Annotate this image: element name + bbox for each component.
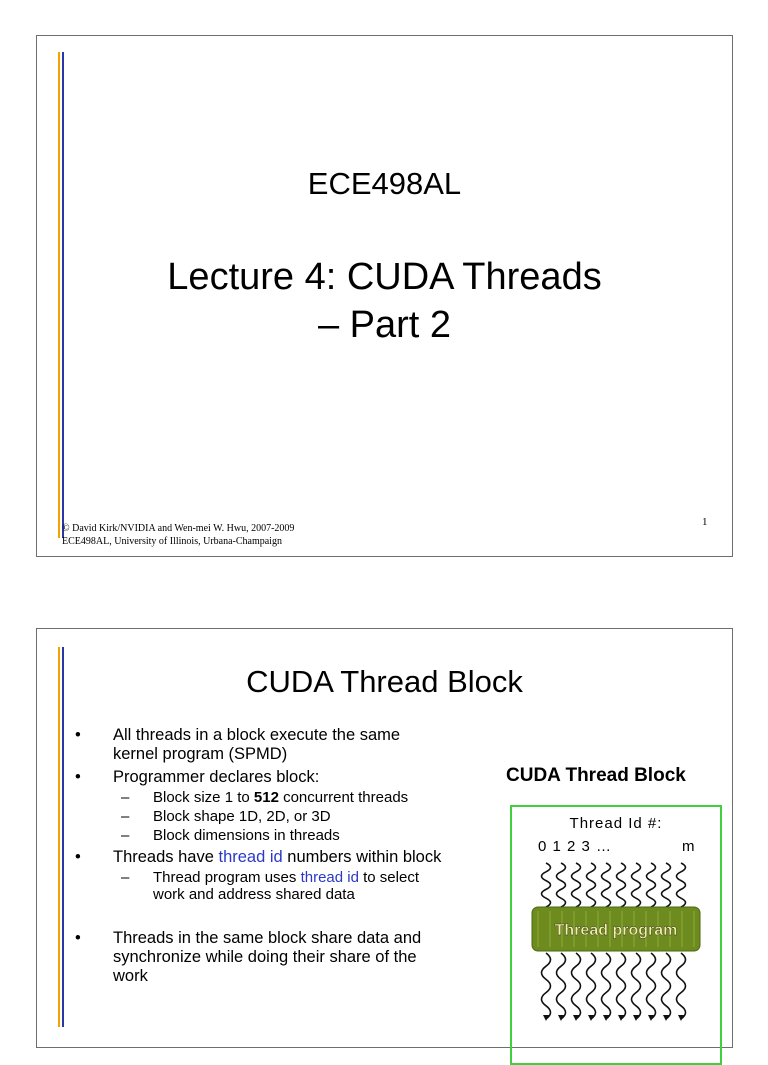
dash-marker: – bbox=[121, 789, 130, 806]
thread-wave-line bbox=[587, 953, 596, 1019]
thread-wave-line bbox=[617, 863, 626, 907]
dash-marker: – bbox=[121, 827, 130, 844]
thread-wave-line bbox=[662, 863, 671, 907]
bullet-text: Threads in the same block share data and bbox=[113, 929, 422, 947]
sub-bullet-item bbox=[113, 827, 503, 844]
thread-wave-line bbox=[542, 863, 551, 907]
thread-wave-line bbox=[632, 953, 641, 1019]
sub-bullet-text: Thread program uses bbox=[153, 869, 301, 886]
sub-bullet-item bbox=[113, 869, 503, 903]
dash-marker: – bbox=[121, 869, 130, 886]
dash-marker: – bbox=[121, 808, 130, 825]
accent-bar-orange bbox=[58, 647, 60, 1027]
content-slide bbox=[36, 628, 733, 1048]
thread-wave-line bbox=[572, 953, 581, 1019]
thread-program-label: Thread program bbox=[554, 922, 678, 939]
copyright-line: © David Kirk/NVIDIA and Wen-mei W. Hwu, 2007-2009 bbox=[62, 523, 295, 534]
sub-bullet-item bbox=[113, 789, 503, 806]
slide-title: CUDA Thread Block bbox=[246, 664, 523, 699]
bullet-text: Programmer declares block: bbox=[113, 768, 320, 786]
thread-wave-line bbox=[617, 953, 626, 1019]
bullet-text: Threads have bbox=[113, 848, 219, 866]
thread-waves-bottom bbox=[542, 953, 686, 1021]
thread-block-diagram bbox=[510, 805, 722, 1065]
bullet-marker: • bbox=[75, 848, 81, 866]
thread-id-numbers: 0 1 2 3 … bbox=[538, 838, 613, 855]
bullet-item bbox=[73, 768, 503, 844]
lecture-title-line1: Lecture 4: CUDA Threads bbox=[167, 256, 602, 298]
thread-wave-line bbox=[662, 953, 671, 1019]
bullet-marker: • bbox=[75, 768, 81, 786]
thread-wave-line bbox=[542, 953, 551, 1019]
bullet-text: work bbox=[113, 967, 148, 985]
accent-bar-blue bbox=[62, 647, 64, 1027]
title-slide bbox=[36, 35, 733, 557]
sub-bullet-text: to select bbox=[358, 869, 419, 886]
bullet-marker: • bbox=[75, 726, 81, 744]
bullet-item bbox=[73, 848, 503, 903]
highlighted-term: thread id bbox=[300, 869, 359, 886]
sub-bullet-text: work and address shared data bbox=[153, 886, 355, 903]
sub-bullet-text: Block size 1 to bbox=[153, 789, 254, 806]
thread-id-label: Thread Id #: bbox=[569, 815, 663, 832]
thread-wave-line bbox=[647, 863, 656, 907]
bullet-marker: • bbox=[75, 929, 81, 947]
lecture-title bbox=[37, 253, 732, 349]
sub-bullet-list bbox=[113, 869, 503, 903]
institution-line: ECE498AL, University of Illinois, Urbana-Champaign bbox=[62, 536, 282, 547]
bullet-text: numbers within block bbox=[282, 848, 442, 866]
lecture-title-line2: – Part 2 bbox=[317, 304, 452, 346]
thread-wave-line bbox=[572, 863, 581, 907]
sub-bullet-list bbox=[113, 789, 503, 844]
thread-id-last: m bbox=[682, 838, 695, 855]
thread-wave-line bbox=[602, 953, 611, 1019]
thread-wave-line bbox=[677, 863, 686, 907]
bold-value: 512 bbox=[253, 789, 279, 806]
thread-wave-line bbox=[677, 953, 686, 1019]
thread-wave-line bbox=[557, 953, 566, 1019]
bullet-item bbox=[73, 726, 503, 764]
highlighted-term: thread id bbox=[218, 848, 283, 866]
sub-bullet-text: concurrent threads bbox=[278, 789, 409, 806]
page-number: 1 bbox=[702, 516, 708, 528]
sub-bullet-text: Block shape 1D, 2D, or 3D bbox=[153, 808, 331, 825]
thread-wave-line bbox=[647, 953, 656, 1019]
bullet-item bbox=[73, 929, 503, 986]
sub-bullet-item bbox=[113, 808, 503, 825]
thread-wave-line bbox=[632, 863, 641, 907]
bullet-text: synchronize while doing their share of the bbox=[113, 948, 417, 966]
thread-waves-top bbox=[542, 863, 686, 907]
bullet-text: kernel program (SPMD) bbox=[113, 745, 288, 763]
thread-wave-line bbox=[557, 863, 566, 907]
bullet-text: All threads in a block execute the same bbox=[113, 726, 401, 744]
bullet-list bbox=[73, 726, 503, 990]
thread-wave-graphic bbox=[512, 807, 720, 1063]
diagram-title: CUDA Thread Block bbox=[506, 765, 686, 786]
spacer bbox=[73, 907, 503, 929]
course-code: ECE498AL bbox=[307, 166, 462, 201]
thread-wave-line bbox=[602, 863, 611, 907]
thread-wave-line bbox=[587, 863, 596, 907]
slide-footer bbox=[62, 522, 294, 548]
sub-bullet-text: Block dimensions in threads bbox=[153, 827, 340, 844]
